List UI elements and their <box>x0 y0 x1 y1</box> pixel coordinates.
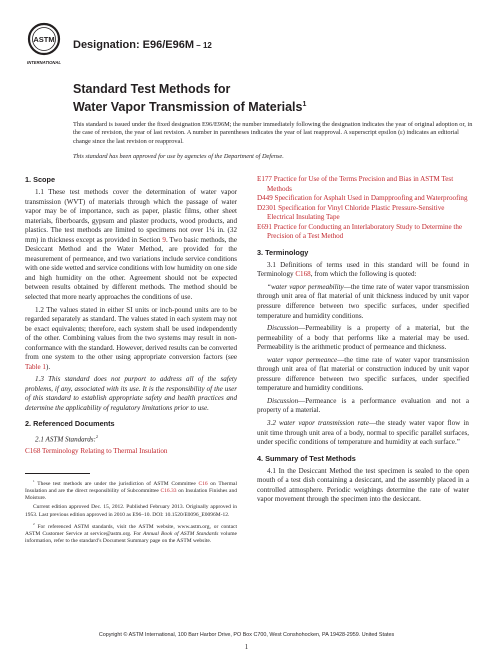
definition-permeability: “water vapor permeability—the time rate of water vapor transmission through unit area of flat material of unit thickness induced by unit vapor pressure difference between two specific surfaces, under specified temperature and humidity conditions. <box>257 282 469 320</box>
title-line-2: Water Vapor Transmission of Materials <box>73 100 303 115</box>
c168-link[interactable]: C168 <box>295 270 311 279</box>
astm-standards-sub: 2.1 ASTM Standards:$^2$ <box>35 433 99 443</box>
footnote-1: $^1$ These test methods are under the jurisdiction of ASTM Committee C16 on Thermal Insulation and are the direct responsibility of Subcommittee C16.33 on Insulation Finishes and Moisture. <box>25 479 238 502</box>
astm-logo <box>25 22 63 68</box>
summary-heading: 4. Summary of Test Methods <box>257 453 356 463</box>
reference-list <box>257 175 469 242</box>
page-title <box>73 82 306 115</box>
right-column <box>257 175 469 508</box>
title-line-1: Standard Test Methods for <box>73 82 231 96</box>
footnote-divider <box>25 473 90 474</box>
summary-para-1: 4.1 In the Desiccant Method the test specimen is sealed to the open mouth of a test dish containing a desiccant, and the assembly placed in a controlled atmosphere. Periodic weighings determine the rate of water vapor movement through the specimen into the desiccant. <box>257 466 469 504</box>
discussion-permeability: Discussion—Permeability is a property of a material, but the permeability of a body that performs like a material may be used. Permeability is the arithmetic product of permeance and thickness. <box>257 324 469 352</box>
title-footnote-marker: 1 <box>302 101 307 108</box>
definition-permeance: water vapor permeance—the time rate of water vapor transmission through unit area of flat material or construction induced by unit vapor pressure difference between two specific surfaces, under specified temperature and humidity conditions. <box>257 355 469 393</box>
footnote-current-edition: Current edition approved Dec. 15, 2012. Published February 2013. Originally approved in 1953. Last previous edition approved in 2010 as E96–10. DOI: 10.1520/E0096_E0096M-12. <box>25 504 237 518</box>
reference-item-e691[interactable]: E691 Practice for Conducting an Interlaboratory Study to Determine the Precision of a Test Method <box>257 222 463 241</box>
page-number: 1 <box>244 643 249 651</box>
footnotes <box>25 478 237 547</box>
table-1-link[interactable]: Table 1 <box>25 362 46 371</box>
scope-heading: 1. Scope <box>25 175 56 184</box>
referenced-heading: 2. Referenced Documents <box>25 418 115 428</box>
section-9-link[interactable]: 9 <box>162 235 166 244</box>
terminology-heading: 3. Terminology <box>257 247 309 257</box>
scope-para-2: 1.2 The values stated in either SI units or inch-pound units are to be regarded separately as standard. The values stated in each system may not be exact equivalents; therefore, each system shall be used independently of the other. Combining values from the two systems may result in non-conformance with the standard. However, derived results can be converted from one system to the other using appropriate conversion factors (see Table 1). <box>25 305 237 371</box>
reference-item-d449[interactable]: D449 Specification for Asphalt Used in Dampproofing and Waterproofing <box>257 194 468 203</box>
footnote-2: $^2$ For referenced ASTM standards, visit the ASTM website, www.astm.org, or contact ASTM Customer Service at service@astm.org. For Annual Book of ASTM Standards volume information, refer to the standard’s Document Summary page on the ASTM website. <box>25 521 238 545</box>
reference-item-e177[interactable]: E177 Practice for Use of the Terms Precision and Bias in ASTM Test Methods <box>257 175 454 193</box>
scope-para-1: 1.1 These test methods cover the determination of water vapor transmission (WVT) of materials through which the passage of water vapor may be of importance, such as paper, plastic films, other sheet materials, fiberboards, gypsum and plaster products, wood products, and plastics. The test methods are limited to specimens not over 1¼ in. (32 mm) in thickness except as provided in Section 9. Two basic methods, the Desiccant Method and the Water Method, are provided for the measurement of permeance, and two variations include service conditions with one side wetted and service conditions with low humidity on one side and high humidity on the other. Agreement should not be expected between results obtained by different methods. The method should be selected that more nearly approaches the conditions of use. <box>25 188 237 302</box>
logo-subtext: INTERNATIONAL <box>27 60 61 65</box>
c16-link[interactable]: C16 <box>198 480 208 487</box>
designation-year: – 12 <box>194 41 212 50</box>
logo-text: ASTM <box>33 35 55 44</box>
terminology-para-1: 3.1 Definitions of terms used in this standard will be found in Terminology C168, from which the following is quoted: <box>257 260 469 279</box>
definition-transmission-rate: 3.2 water vapor transmission rate—the steady water vapor flow in unit time through unit area of a body, normal to specific parallel surfaces, under specific conditions of temperature and humidity at each surface.” <box>257 419 469 447</box>
issue-note: This standard is issued under the fixed designation E96/E96M; the number immediately following the designation indicates the year of original adoption or, in the case of revision, the year of last revision. A number in parentheses indicates the year of last reapproval. A superscript epsilon (ε) indicates an editorial change since the last revision or reapproval. <box>73 121 473 145</box>
scope-para-3: 1.3 This standard does not purport to address all of the safety problems, if any, associated with its use. It is the responsibility of the user of this standard to establish appropriate safety and health practices and determine the applicability of regulatory limitations prior to use. <box>25 375 237 413</box>
reference-item-d2301[interactable]: D2301 Specification for Vinyl Chloride Plastic Pressure-Sensitive Electrical Insulating Tape <box>257 203 445 222</box>
designation <box>73 39 212 51</box>
copyright-footer: Copyright © ASTM International, 100 Barr Harbor Drive, PO Box C700, West Conshohocken, PA 19428-2959. United States <box>98 632 395 638</box>
reference-item-c168[interactable]: C168 Terminology Relating to Thermal Insulation <box>25 447 168 456</box>
left-column <box>25 175 237 457</box>
designation-label: Designation: E96/E96M <box>73 39 195 51</box>
discussion-permeance: Discussion—Permeance is a performance evaluation and not a property of a material. <box>257 396 469 415</box>
c1633-link[interactable]: C16.33 <box>160 488 177 495</box>
dod-note: This standard has been approved for use by agencies of the Department of Defense. <box>73 153 284 160</box>
